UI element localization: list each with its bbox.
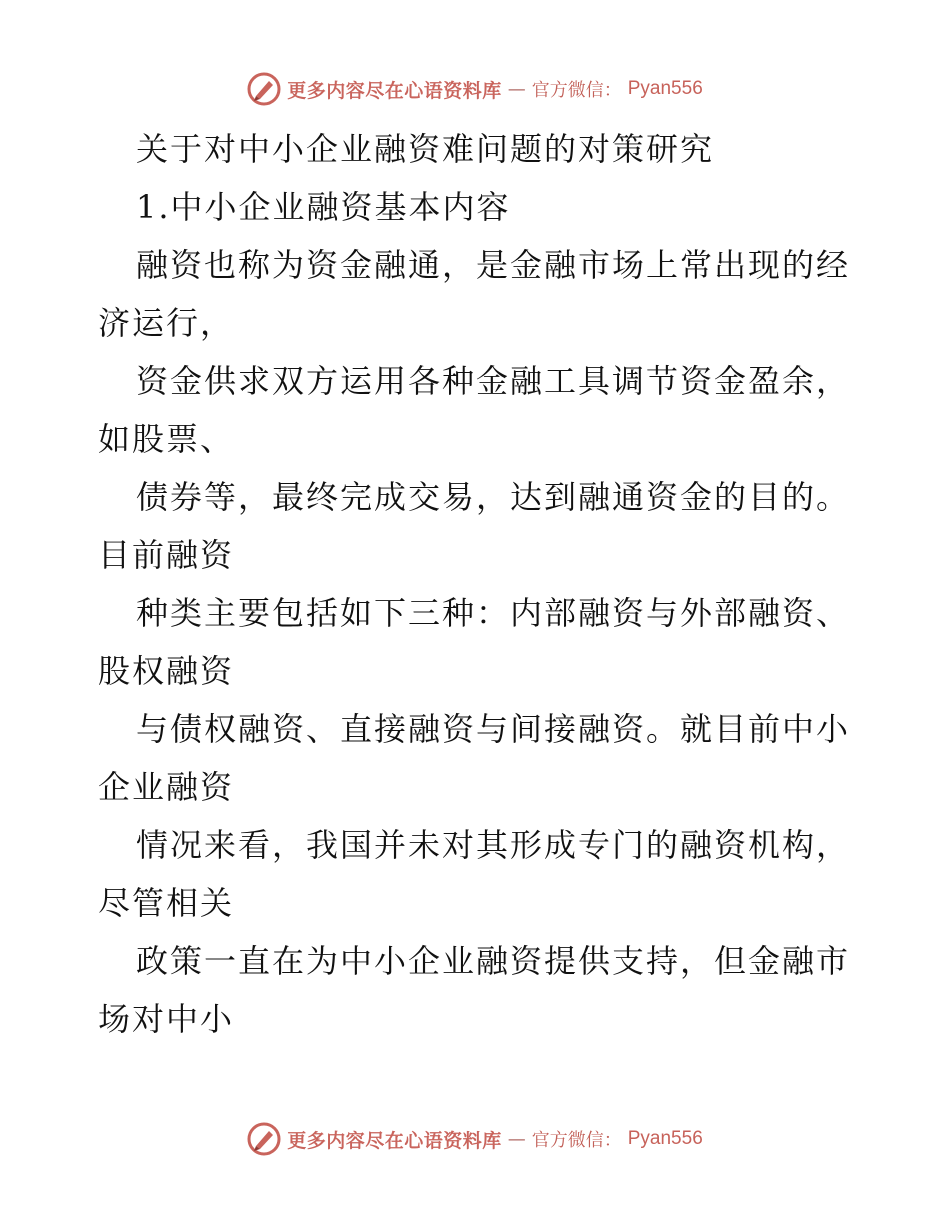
- document-body: [98, 120, 858, 1048]
- text-line: 与债权融资、直接融资与间接融资。就目前中小: [136, 710, 851, 748]
- text-line: 种类主要包括如下三种：内部融资与外部融资、: [136, 594, 851, 632]
- text-line: 尽管相关: [98, 884, 235, 922]
- text-line: 场对中小: [98, 1000, 235, 1038]
- watermark-wechat-id: Pyan556: [627, 1128, 703, 1149]
- text-line: 情况来看，我国并未对其形成专门的融资机构，: [136, 826, 851, 864]
- watermark-wechat-label: 官方微信：: [531, 80, 622, 101]
- document-title: 关于对中小企业融资难问题的对策研究: [136, 130, 715, 168]
- watermark-wechat-label: 官方微信：: [531, 1130, 622, 1151]
- pen-logo-icon: [247, 1122, 281, 1156]
- watermark-dash: —: [507, 1128, 526, 1150]
- header-watermark: [0, 72, 950, 106]
- text-line: 如股票、: [98, 420, 235, 458]
- footer-watermark: [0, 1122, 950, 1156]
- text-line: 债券等，最终完成交易，达到融通资金的目的。: [136, 478, 851, 516]
- watermark-text: 更多内容尽在心语资料库: [287, 1129, 502, 1152]
- text-line: 政策一直在为中小企业融资提供支持，但金融市: [136, 942, 851, 980]
- watermark-dash: —: [507, 78, 526, 100]
- watermark-text: 更多内容尽在心语资料库: [287, 79, 502, 102]
- text-line: 济运行，: [98, 304, 235, 342]
- text-line: 融资也称为资金融通，是金融市场上常出现的经: [136, 246, 851, 284]
- text-line: 资金供求双方运用各种金融工具调节资金盈余，: [136, 362, 851, 400]
- text-line: 目前融资: [98, 536, 235, 574]
- text-line: 企业融资: [98, 768, 235, 806]
- pen-logo-icon: [247, 72, 281, 106]
- text-line: 股权融资: [98, 652, 235, 690]
- watermark-wechat-id: Pyan556: [627, 78, 703, 99]
- text-line: 1.中小企业融资基本内容: [136, 188, 511, 226]
